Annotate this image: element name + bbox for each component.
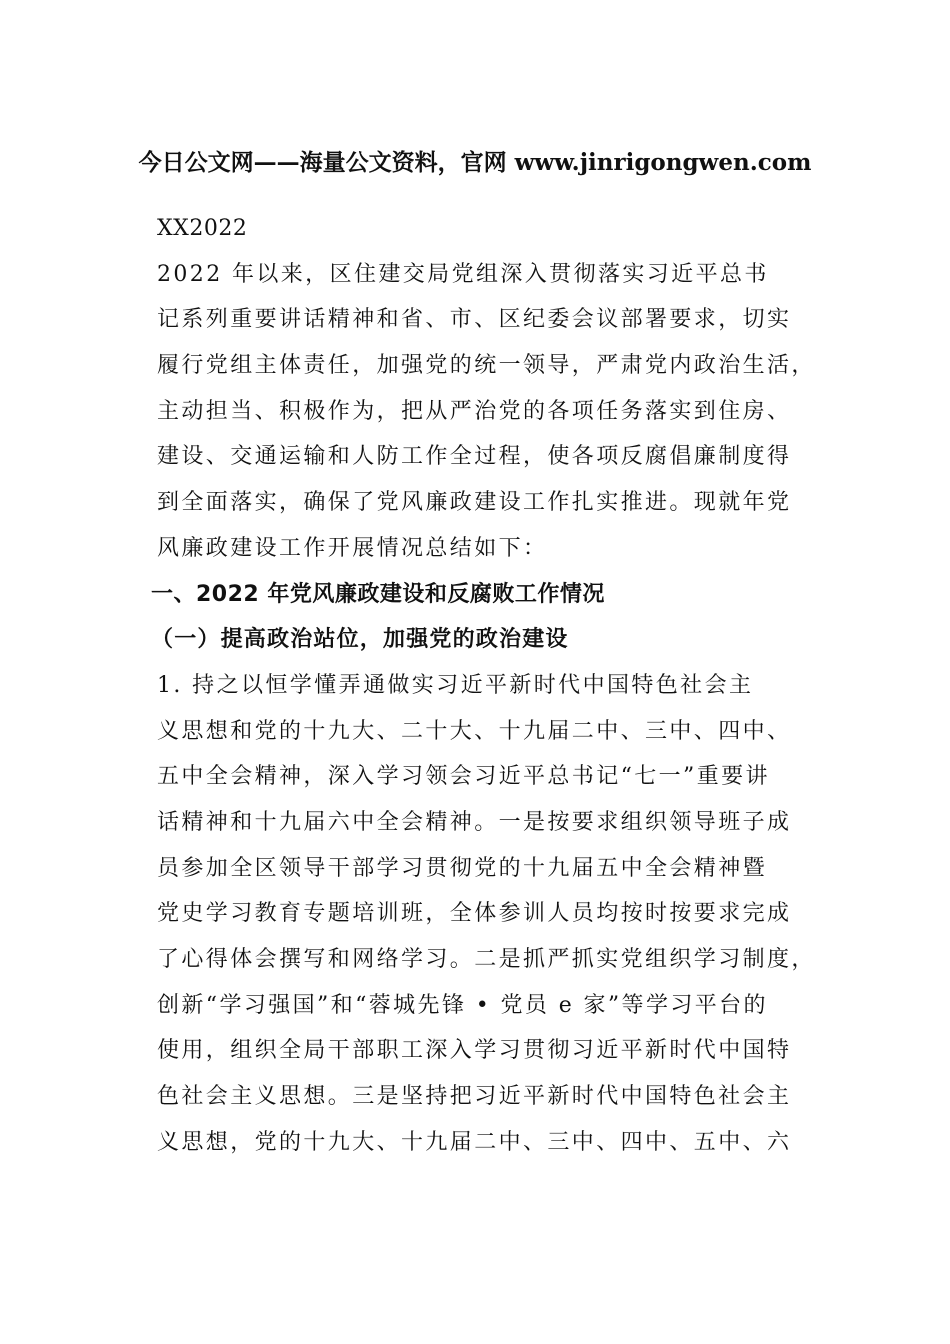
paragraph-line: 到全面落实，确保了党风廉政建设工作扎实推进。现就年党 [157,490,792,516]
paragraph-line: 员参加全区领导干部学习贯彻党的十九届五中全会精神暨 [157,855,768,881]
paragraph-line: 五中全会精神，深入学习领会习近平总书记“七一”重要讲 [157,764,770,790]
section-heading: 一、2022 年党风廉政建设和反腐败工作情况 [151,581,605,607]
paragraph-line: 1. 持之以恒学懂弄通做实习近平新时代中国特色社会主 [157,672,754,698]
paragraph-line: 履行党组主体责任，加强党的统一领导，严肃党内政治生活， [157,353,816,379]
paragraph-line: 建设、交通运输和人防工作全过程，使各项反腐倡廉制度得 [157,444,792,470]
document-header: 今日公文网——海量公文资料，官网 www.jinrigongwen.com [138,149,812,176]
paragraph-line: 记系列重要讲话精神和省、市、区纪委会议部署要求，切实 [157,307,792,333]
document-body [151,206,837,1165]
paragraph-line: 2022 年以来，区住建交局党组深入贯彻落实习近平总书 [157,261,769,287]
paragraph-line: 义思想，党的十九大、十九届二中、三中、四中、五中、六 [157,1129,792,1155]
paragraph-line: 话精神和十九届六中全会精神。一是按要求组织领导班子成 [157,809,792,835]
paragraph-line: 主动担当、积极作为，把从严治党的各项任务落实到住房、 [157,398,792,424]
paragraph-line: 风廉政建设工作开展情况总结如下： [157,535,548,561]
paragraph-line: 色社会主义思想。三是坚持把习近平新时代中国特色社会主 [157,1084,792,1110]
subsection-heading: （一）提高政治站位，加强党的政治建设 [151,626,569,653]
paragraph-line: 了心得体会撰写和网络学习。二是抓严抓实党组织学习制度， [157,947,816,972]
doc-code: XX2022 [157,216,248,241]
paragraph-line: 义思想和党的十九大、二十大、十九届二中、三中、四中、 [157,718,792,744]
paragraph-line: 党史学习教育专题培训班，全体参训人员均按时按要求完成 [157,901,792,927]
paragraph-line: 使用，组织全局干部职工深入学习贯彻习近平新时代中国特 [157,1038,792,1064]
paragraph-line: 创新“学习强国”和“蓉城先锋 • 党员 e 家”等学习平台的 [157,992,768,1018]
